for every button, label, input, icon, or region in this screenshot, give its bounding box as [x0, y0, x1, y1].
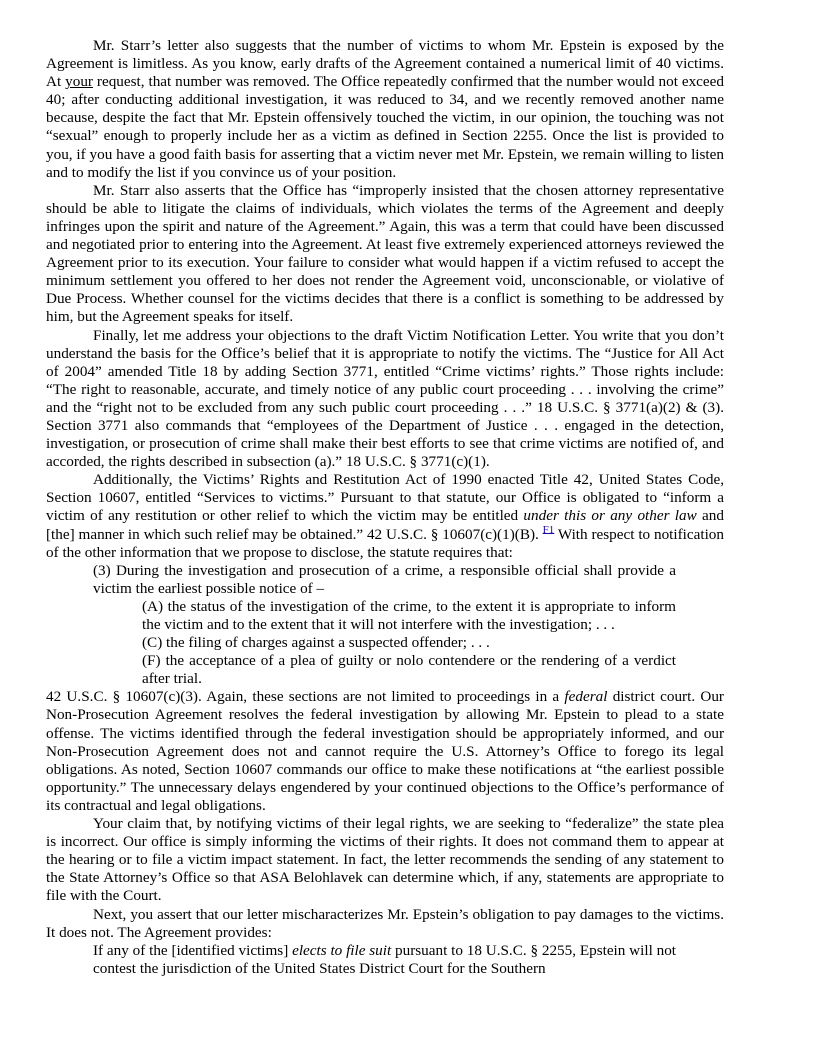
paragraph-victim-limit: Mr. Starr’s letter also suggests that the number of victims to whom Mr. Epstein is exposed by the Agreement is limitless. As you know, early drafts of the Agreement contained a numerical limit of 40 victims. At your request, that number was removed. The Office repeatedly confirmed that the number would not exceed 40; after conducting additional investigation, it was reduced to 34, and we recently removed another name because, despite the fact that Mr. Epstein offensively touched the victim, in our opinion, the touching was not “sexual” enough to properly include her as a victim as defined in Section 2255. Once the list is provided to you, if you have a good faith basis for asserting that a victim never met Mr. Epstein, we remain willing to listen and to modify the list if you convince us of your position. [46, 37, 725, 181]
paragraph-federalize-claim: Your claim that, by notifying victims of their legal rights, we are seeking to “federalize” the state plea is incorrect. Our office is simply informing the victims of their rights. It does not command them to appear at the hearing or to file a victim impact statement. In fact, the letter recommends the sending of any statement to the State Attorney’s Office so that ASA Belohlavek can determine which, if any, statements are appropriate to file with the Court. [46, 815, 724, 905]
paragraph-notification-letter: Finally, let me address your objections to the draft Victim Notification Letter. You write that you don’t understand the basis for the Office’s belief that it is appropriate to notify the victims. The “Justice for All Act of 2004” amended Title 18 by adding Section 3771, entitled “Crime victims’ rights.” Those rights include: “The right to reasonable, accurate, and timely notice of any public court proceeding . . . involving the crime” and the “right not to be excluded from any such public court proceeding . . .” 18 U.S.C. § 3771(a)(2) & (3). Section 3771 also commands that “employees of the Department of Justice . . . engaged in the detection, investigation, or prosecution of crime shall make their best efforts to see that crime victims are notified of, and accorded, the rights described in subsection (a).” 18 U.S.C. § 3771(c)(1). [46, 326, 724, 471]
paragraph-damages: Next, you assert that our letter mischaracterizes Mr. Epstein’s obligation to pay damages to the victims. It does not. The Agreement provides: [46, 905, 724, 941]
paragraph-federal-proceedings: 42 U.S.C. § 10607(c)(3). Again, these sections are not limited to proceedings in a federal district court. Our Non-Prosecution Agreement resolves the federal investigation by allowing Mr. Epstein to plead to a state offense. The victims identified through the federal investigation should be appropriately informed, and our Non-Prosecution Agreement does not and cannot require the U.S. Attorney’s Office to forego its legal obligations. As noted, Section 10607 commands our office to make these notifications at “the earliest possible opportunity.” The unnecessary delays engendered by your continued objections to the Office’s performance of its contractual and legal obligations. [46, 688, 724, 814]
underlined-word: your [65, 73, 93, 91]
statute-quote-f: (F) the acceptance of a plea of guilty or nolo contendere or the rendering of a verdict after trial. [142, 652, 676, 688]
statute-quote-a: (A) the status of the investigation of the crime, to the extent it is appropriate to inform the victim and to the extent that it will not interfere with the investigation; . . . [142, 597, 676, 633]
statute-quote-3: (3) During the investigation and prosecution of a crime, a responsible official shall provide a victim the earliest possible notice of – [93, 561, 676, 597]
statute-quote-c: (C) the filing of charges against a suspected offender; . . . [142, 634, 490, 652]
agreement-quote: If any of the [identified victims] elects to file suit pursuant to 18 U.S.C. § 2255, Epstein will not contest the jurisdiction of the United States District Court for the Southern [93, 941, 677, 977]
footnote-link[interactable]: F1 [542, 523, 555, 536]
document-page [46, 37, 724, 978]
paragraph-victims-rights-act: Additionally, the Victims’ Rights and Restitution Act of 1990 enacted Title 42, United States Code, Section 10607, entitled “Services to victims.” Pursuant to that statute, our Office is obligated to “inform a victim of any restitution or other relief to which the victim may be entitled under this or any other law and [the] manner in which such relief may be obtained.” 42 U.S.C. § 10607(c)(1)(B). $^{F1}$ With respect to notification of the other information that we propose to disclose, the statute requires that: [46, 471, 724, 561]
paragraph-attorney-representative: Mr. Starr also asserts that the Office has “improperly insisted that the chosen attorney representative should be able to litigate the claims of individuals, which violates the terms of the Agreement and deeply infringes upon the spirit and nature of the Agreement.” Again, this was a term that could have been discussed and negotiated prior to entering into the Agreement. At least five extremely experienced attorneys reviewed the Agreement prior to its execution. Your failure to consider what would happen if a victim refused to accept the minimum settlement you offered to her does not render the Agreement void, unconscionable, or violative of Due Process. Whether counsel for the victims decides that there is a conflict is something to be addressed by him, but the Agreement speaks for itself. [46, 181, 724, 326]
